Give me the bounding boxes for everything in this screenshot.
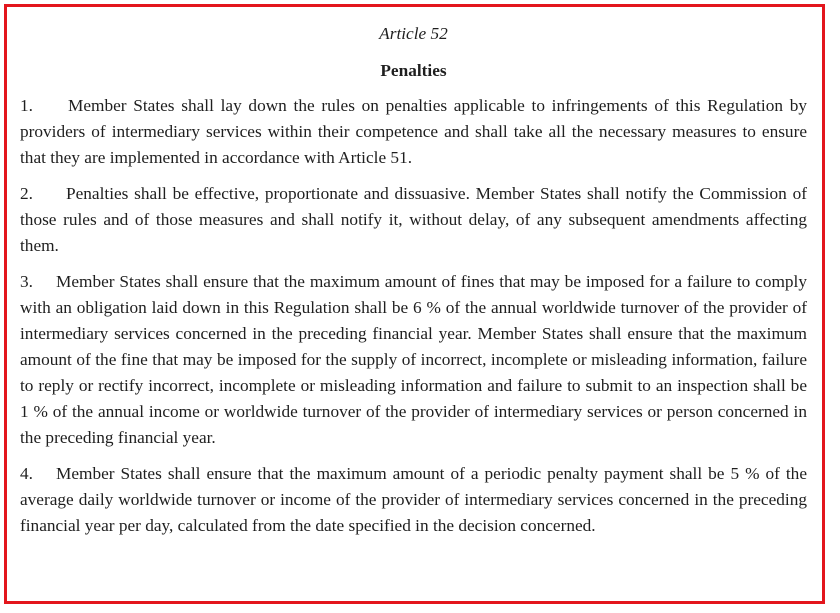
paragraph-4 [20, 461, 807, 539]
paragraph-text: Penalties shall be effective, proportionate and dissuasive. Member States shall notify the Commission of those rules and of those measures and shall notify it, without delay, of any subsequent amendments affecting them. [20, 184, 807, 255]
paragraph-text: Member States shall lay down the rules on penalties applicable to infringements of this Regulation by providers of intermediary services within their competence and shall take all the necessary measures to ensure that they are implemented in accordance with Article 51. [20, 96, 807, 167]
paragraph-text: Member States shall ensure that the maximum amount of a periodic penalty payment shall be 5 % of the average daily worldwide turnover or income of the provider of intermediary services concerned in the preceding financial year per day, calculated from the date specified in the decision concerned. [20, 464, 807, 535]
paragraph-number: 3. [20, 272, 33, 291]
paragraph-3 [20, 269, 807, 451]
paragraph-2 [20, 181, 807, 259]
paragraph-1 [20, 93, 807, 171]
paragraph-number: 1. [20, 96, 33, 115]
paragraph-number: 4. [20, 464, 33, 483]
paragraph-text: Member States shall ensure that the maximum amount of fines that may be imposed for a failure to comply with an obligation laid down in this Regulation shall be 6 % of the annual worldwide turnover of the provider of intermediary services concerned in the preceding financial year. Member States shall ensure that the maximum amount of the fine that may be imposed for the supply of incorrect, incomplete or misleading information, failure to reply or rectify incorrect, incomplete or misleading information and failure to submit to an inspection shall be 1 % of the annual income or worldwide turnover of the provider of intermediary services or person concerned in the preceding financial year. [20, 272, 807, 447]
article-number: Article 52 [379, 24, 448, 43]
paragraph-number: 2. [20, 184, 33, 203]
highlight-frame [4, 4, 825, 604]
article-body [20, 22, 807, 539]
article-title: Penalties [380, 61, 447, 80]
